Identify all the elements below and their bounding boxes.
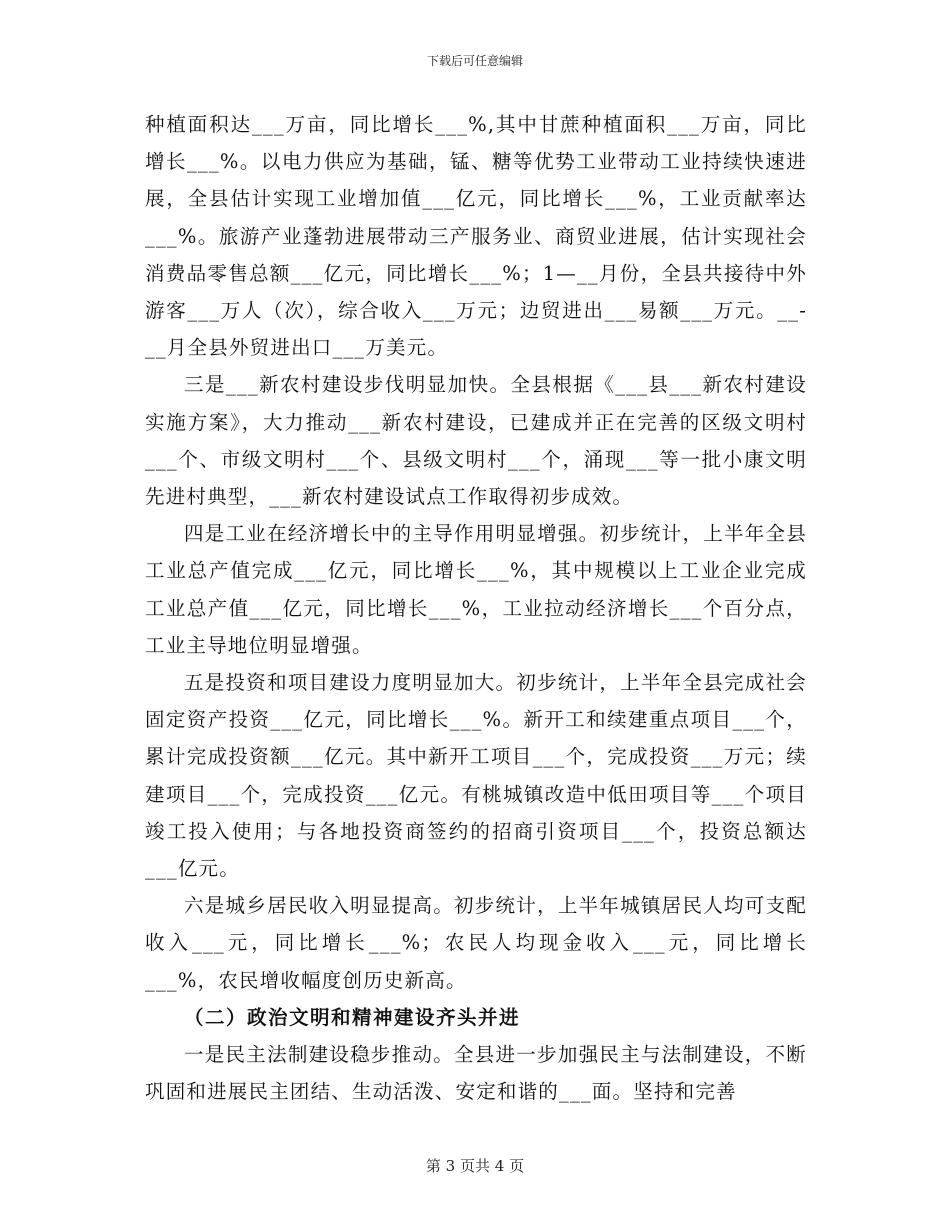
- paragraph-income: 六是城乡居民收入明显提高。初步统计，上半年城镇居民人均可支配收入___元，同比增长___%；农民人均现金收入___元，同比增长___%，农民增收幅度创历史新高。: [145, 894, 807, 992]
- page-footer: 第 3 页共 4 页: [425, 1157, 525, 1175]
- page-header: 下载后可任意编辑: [426, 54, 523, 68]
- paragraph-investment: 五是投资和项目建设力度明显加大。初步统计，上半年全县完成社会固定资产投资___亿元，同比增长___%。新开工和续建重点项目___个，累计完成投资额___亿元。其中新开工项目___个，完成投资___万元；续建项目___个，完成投资___亿元。有桃城镇改造中低田项目等___个项目竣工投入使用；与各地投资商签约的招商引资项目___个，投资总额达___亿元。: [145, 671, 807, 881]
- paragraph-rural-construction: 三是___新农村建设步伐明显加快。全县根据《___县___新农村建设实施方案》，大力推动___新农村建设，已建成并正在完善的区级文明村___个、市级文明村___个、县级文明村___个，涌现___等一批小康文明先进村典型，___新农村建设试点工作取得初步成效。: [145, 373, 807, 509]
- section-heading: （二）政治文明和精神建设齐头并进: [184, 1005, 521, 1029]
- paragraph-continuation: 种植面积达___万亩，同比增长___%,其中甘蔗种植面积___万亩，同比增长___%。以电力供应为基础，锰、糖等优势工业带动工业持续快速进展，全县估计实现工业增加值___亿元，同比增长___%，工业贡献率达___%。旅游产业蓬勃进展带动三产服务业、商贸业进展，估计实现社会消费品零售总额___亿元，同比增长___%；1—__月份，全县共接待中外游客___万人（次），综合收入___万元；边贸进出___易额___万元。__-__月全县外贸进出口___万美元。: [145, 113, 807, 360]
- paragraph-industry: 四是工业在经济增长中的主导作用明显增强。初步统计，上半年全县工业总产值完成___亿元，同比增长___%，其中规模以上工业企业完成工业总产值___亿元，同比增长___%，工业拉动经济增长___个百分点，工业主导地位明显增强。: [145, 522, 807, 657]
- document-body: [145, 106, 807, 1110]
- paragraph-democracy: 一是民主法制建设稳步推动。全县进一步加强民主与法制建设，不断巩固和进展民主团结、生动活泼、安定和谐的___面。坚持和完善: [145, 1043, 807, 1104]
